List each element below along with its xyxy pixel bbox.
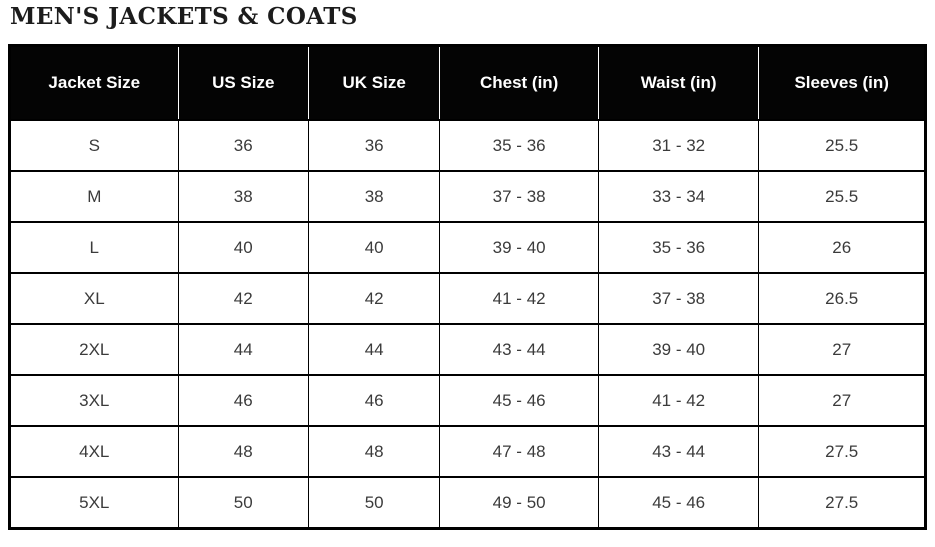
table-row bbox=[10, 477, 926, 529]
table-cell: 49 - 50 bbox=[440, 477, 599, 529]
table-cell: 37 - 38 bbox=[440, 171, 599, 222]
table-cell: S bbox=[10, 120, 179, 171]
table-row bbox=[10, 375, 926, 426]
table-cell: 3XL bbox=[10, 375, 179, 426]
size-table-header bbox=[10, 46, 926, 121]
table-cell: 27.5 bbox=[759, 477, 926, 529]
table-cell: 42 bbox=[308, 273, 439, 324]
table-row bbox=[10, 222, 926, 273]
table-cell: 27 bbox=[759, 324, 926, 375]
table-row bbox=[10, 426, 926, 477]
column-header-sleeves: Sleeves (in) bbox=[759, 46, 926, 121]
column-header-jacket-size: Jacket Size bbox=[10, 46, 179, 121]
table-cell: 44 bbox=[178, 324, 308, 375]
table-cell: 40 bbox=[308, 222, 439, 273]
table-row bbox=[10, 120, 926, 171]
table-cell: 45 - 46 bbox=[440, 375, 599, 426]
table-cell: 33 - 34 bbox=[598, 171, 759, 222]
table-cell: 25.5 bbox=[759, 120, 926, 171]
table-cell: 5XL bbox=[10, 477, 179, 529]
table-cell: 27 bbox=[759, 375, 926, 426]
table-cell: L bbox=[10, 222, 179, 273]
table-cell: 44 bbox=[308, 324, 439, 375]
column-header-us-size: US Size bbox=[178, 46, 308, 121]
table-cell: 35 - 36 bbox=[598, 222, 759, 273]
table-row bbox=[10, 171, 926, 222]
table-cell: 36 bbox=[308, 120, 439, 171]
table-cell: 38 bbox=[178, 171, 308, 222]
table-cell: 2XL bbox=[10, 324, 179, 375]
column-header-waist: Waist (in) bbox=[598, 46, 759, 121]
table-cell: 27.5 bbox=[759, 426, 926, 477]
table-row bbox=[10, 324, 926, 375]
table-cell: 26 bbox=[759, 222, 926, 273]
table-cell: 39 - 40 bbox=[598, 324, 759, 375]
table-cell: 36 bbox=[178, 120, 308, 171]
table-row bbox=[10, 273, 926, 324]
table-cell: 40 bbox=[178, 222, 308, 273]
column-header-chest: Chest (in) bbox=[440, 46, 599, 121]
table-cell: 48 bbox=[178, 426, 308, 477]
size-table-body bbox=[10, 120, 926, 529]
table-cell: 42 bbox=[178, 273, 308, 324]
table-cell: 47 - 48 bbox=[440, 426, 599, 477]
table-cell: 38 bbox=[308, 171, 439, 222]
table-cell: 39 - 40 bbox=[440, 222, 599, 273]
table-cell: 26.5 bbox=[759, 273, 926, 324]
table-cell: 45 - 46 bbox=[598, 477, 759, 529]
table-cell: 31 - 32 bbox=[598, 120, 759, 171]
header-row bbox=[10, 46, 926, 121]
table-cell: 46 bbox=[178, 375, 308, 426]
table-cell: 41 - 42 bbox=[598, 375, 759, 426]
table-cell: 48 bbox=[308, 426, 439, 477]
page-title: MEN'S JACKETS & COATS bbox=[10, 3, 358, 30]
table-cell: XL bbox=[10, 273, 179, 324]
table-cell: 50 bbox=[178, 477, 308, 529]
size-chart-table bbox=[8, 44, 927, 530]
column-header-uk-size: UK Size bbox=[308, 46, 439, 121]
table-cell: 25.5 bbox=[759, 171, 926, 222]
table-cell: 37 - 38 bbox=[598, 273, 759, 324]
table-cell: 46 bbox=[308, 375, 439, 426]
table-cell: 43 - 44 bbox=[440, 324, 599, 375]
table-cell: 43 - 44 bbox=[598, 426, 759, 477]
table-cell: 35 - 36 bbox=[440, 120, 599, 171]
table-cell: 50 bbox=[308, 477, 439, 529]
table-cell: 4XL bbox=[10, 426, 179, 477]
table-cell: 41 - 42 bbox=[440, 273, 599, 324]
table-cell: M bbox=[10, 171, 179, 222]
